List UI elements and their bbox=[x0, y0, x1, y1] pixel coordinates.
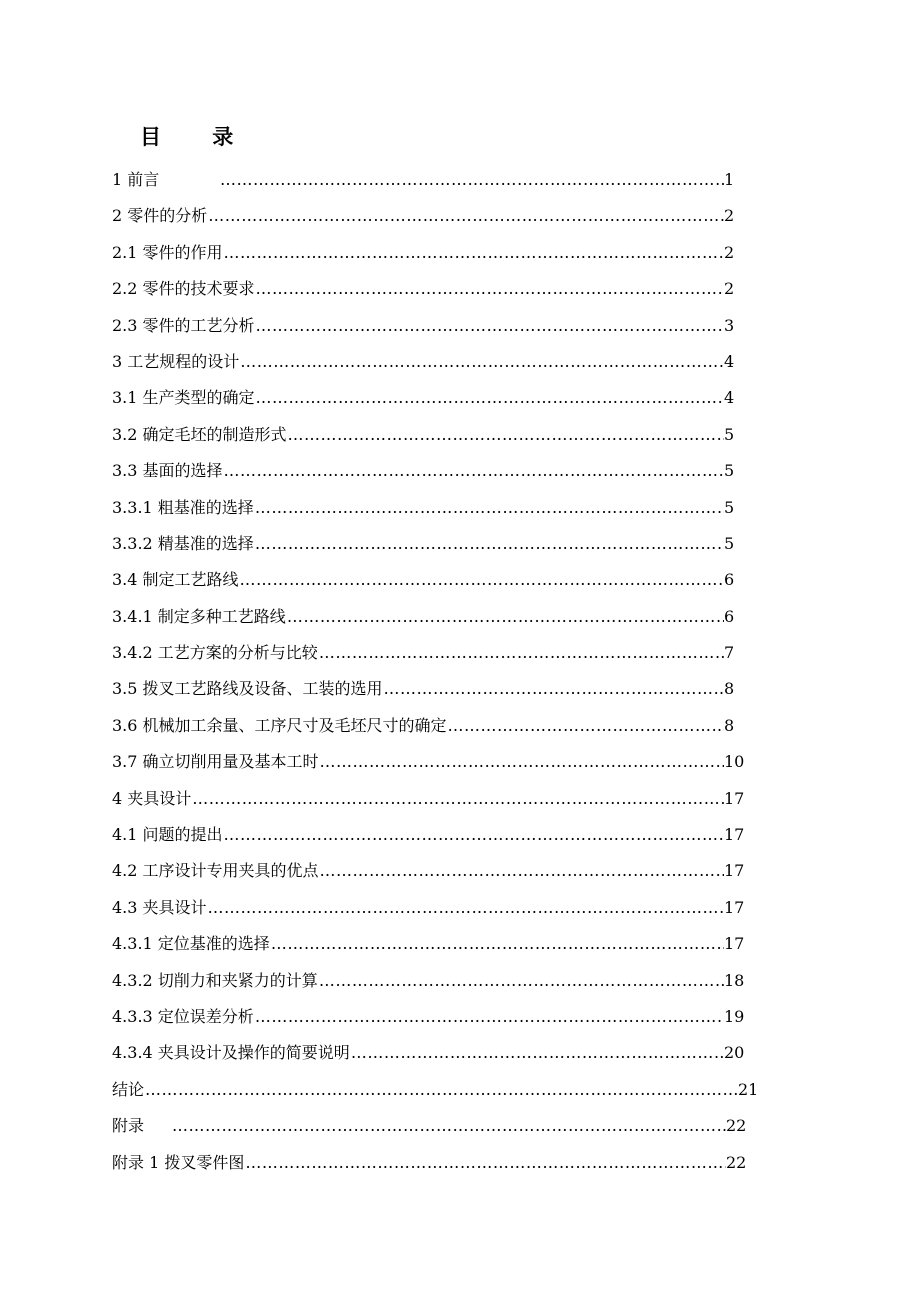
toc-entry-label: 3.4.1 制定多种工艺路线 bbox=[112, 606, 286, 626]
toc-entry-page: 5 bbox=[724, 461, 735, 481]
toc-entry-page: 10 bbox=[724, 752, 745, 772]
toc-leader-dots bbox=[224, 235, 724, 271]
toc-leader-dots bbox=[240, 344, 724, 380]
toc-leader-dots bbox=[287, 599, 724, 635]
toc-leader-dots bbox=[208, 198, 724, 234]
toc-leader-dots bbox=[319, 963, 724, 999]
toc-entry-label: 2 零件的分析 bbox=[112, 206, 208, 226]
toc-leader-dots bbox=[172, 1108, 726, 1144]
toc-entry-page: 8 bbox=[724, 715, 735, 735]
toc-entry-label: 附录 bbox=[112, 1116, 145, 1136]
toc-entry-page: 22 bbox=[726, 1152, 747, 1172]
toc-leader-dots bbox=[271, 926, 724, 962]
toc-entry-page: 6 bbox=[724, 606, 735, 626]
toc-entry-page: 6 bbox=[724, 570, 735, 590]
toc-title: 目 录 bbox=[140, 125, 256, 149]
toc-entry-label: 结论 bbox=[112, 1079, 145, 1099]
toc-entry-page: 18 bbox=[724, 970, 745, 990]
toc-entry-label: 3.3 基面的选择 bbox=[112, 461, 223, 481]
toc-leader-dots bbox=[208, 890, 724, 926]
toc-entry-label: 4.3.3 定位误差分析 bbox=[112, 1006, 254, 1026]
toc-entry-label: 3.4 制定工艺路线 bbox=[112, 570, 239, 590]
toc-entry-page: 5 bbox=[724, 497, 735, 517]
toc-entry-label: 3 工艺规程的设计 bbox=[112, 351, 240, 371]
toc-leader-dots bbox=[256, 380, 724, 416]
toc-leader-dots bbox=[145, 1072, 738, 1108]
toc-entry-page: 5 bbox=[724, 424, 735, 444]
toc-leader-dots bbox=[220, 162, 724, 198]
toc-entry-label: 3.3.1 粗基准的选择 bbox=[112, 497, 254, 517]
toc-entry-page: 21 bbox=[738, 1079, 759, 1099]
toc-entry-label: 4.2 工序设计专用夹具的优点 bbox=[112, 861, 319, 881]
toc-entry-page: 2 bbox=[724, 206, 735, 226]
toc-leader-dots bbox=[448, 708, 724, 744]
toc-entry-label: 3.1 生产类型的确定 bbox=[112, 388, 255, 408]
toc-entry-label: 附录 1 拨叉零件图 bbox=[112, 1152, 245, 1172]
toc-entry-label: 3.5 拨叉工艺路线及设备、工装的选用 bbox=[112, 679, 383, 699]
toc-entry-label: 4.1 问题的提出 bbox=[112, 825, 223, 845]
toc-entry-label: 4 夹具设计 bbox=[112, 788, 192, 808]
toc-entry-page: 17 bbox=[724, 934, 745, 954]
toc-leader-dots bbox=[351, 1035, 724, 1071]
toc-leader-dots bbox=[255, 999, 724, 1035]
toc-entry-page: 8 bbox=[724, 679, 735, 699]
toc-entry-page: 7 bbox=[724, 643, 735, 663]
toc-entry-label: 3.6 机械加工余量、工序尺寸及毛坯尺寸的确定 bbox=[112, 715, 447, 735]
toc-entry-label: 3.3.2 精基准的选择 bbox=[112, 533, 254, 553]
toc-leader-dots bbox=[256, 271, 724, 307]
toc-entry-page: 4 bbox=[724, 351, 735, 371]
toc-entry-page: 2 bbox=[724, 242, 735, 262]
toc-leader-dots bbox=[255, 526, 724, 562]
toc-leader-dots bbox=[255, 490, 724, 526]
toc-entry-label: 4.3.4 夹具设计及操作的简要说明 bbox=[112, 1043, 350, 1063]
toc-entry-label: 1 前言 bbox=[112, 170, 160, 189]
toc-entry-label: 3.2 确定毛坯的制造形式 bbox=[112, 424, 287, 444]
toc-entry-page: 3 bbox=[724, 315, 735, 335]
toc-entry-page: 19 bbox=[724, 1006, 745, 1026]
toc-leader-dots bbox=[245, 1145, 726, 1181]
toc-entry-label: 2.3 零件的工艺分析 bbox=[112, 315, 255, 335]
toc-entry-page: 2 bbox=[724, 279, 735, 299]
toc-entry-page: 5 bbox=[724, 533, 735, 553]
toc-entry-label: 3.4.2 工艺方案的分析与比较 bbox=[112, 643, 318, 663]
toc-leader-dots bbox=[319, 635, 724, 671]
toc-leader-dots bbox=[240, 562, 724, 598]
toc-entry-page: 20 bbox=[724, 1043, 745, 1063]
toc-leader-dots bbox=[224, 453, 724, 489]
toc-entry-label: 4.3.2 切削力和夹紧力的计算 bbox=[112, 970, 318, 990]
toc-entry-label: 2.1 零件的作用 bbox=[112, 242, 223, 262]
toc-leader-dots bbox=[256, 308, 724, 344]
toc-entry-label: 2.2 零件的技术要求 bbox=[112, 279, 255, 299]
toc-leader-dots bbox=[224, 817, 724, 853]
toc-leader-dots bbox=[320, 744, 724, 780]
toc-entry-label: 3.7 确立切削用量及基本工时 bbox=[112, 752, 319, 772]
toc-entry-label: 4.3.1 定位基准的选择 bbox=[112, 934, 270, 954]
toc-entry-page: 17 bbox=[724, 788, 745, 808]
toc-entry-page: 4 bbox=[724, 388, 735, 408]
toc-leader-dots bbox=[384, 671, 724, 707]
toc-leader-dots bbox=[192, 781, 724, 817]
toc-entry-page: 17 bbox=[724, 825, 745, 845]
toc-entry-label: 4.3 夹具设计 bbox=[112, 897, 207, 917]
toc-entry-page: 17 bbox=[724, 861, 745, 881]
toc-entry-page: 17 bbox=[724, 897, 745, 917]
toc-entry-page: 22 bbox=[726, 1116, 747, 1136]
toc-leader-dots bbox=[320, 853, 724, 889]
toc-entry-page: 1 bbox=[724, 170, 735, 189]
toc-leader-dots bbox=[288, 417, 724, 453]
